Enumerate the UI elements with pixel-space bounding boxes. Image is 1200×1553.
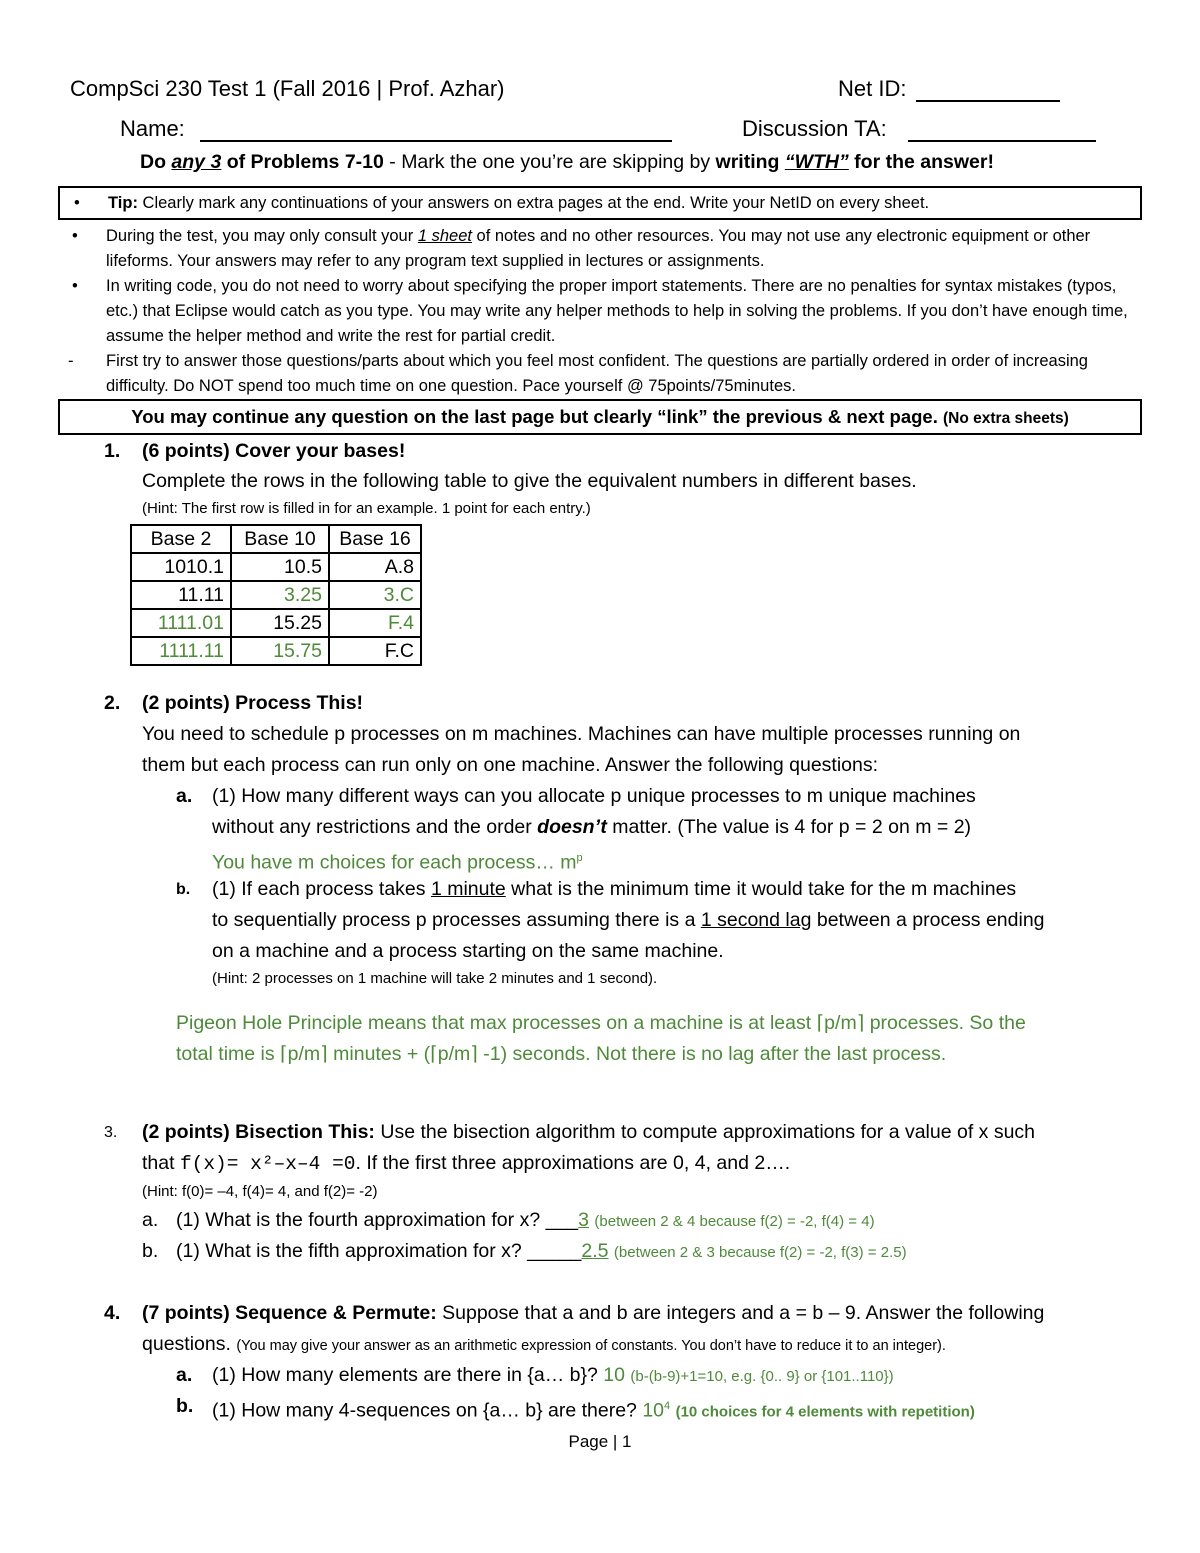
bullet-resources-post: of notes and no other resources. You may not use any electronic equipment or other lifeforms. Your answers may refer to any program text supplied in lectures or assignments. xyxy=(106,227,1091,270)
tip-label: Tip: xyxy=(108,194,138,212)
q2b-line2 xyxy=(212,905,1045,936)
q2a-line2 xyxy=(212,812,971,843)
q2b-hint: (Hint: 2 processes on 1 machine will take 2 minutes and 1 second). xyxy=(212,970,658,987)
q1-text: Complete the rows in the following table to give the equivalent numbers in different bases. xyxy=(142,470,917,492)
q3b-text: (1) What is the fifth approximation for x? xyxy=(176,1240,522,1262)
cell: A.8 xyxy=(329,553,421,581)
q1-number: 1. xyxy=(104,440,121,462)
q4-line2-note: (You may give your answer as an arithmetic expression of constants. You don’t have to reduce it to an integer). xyxy=(236,1338,946,1354)
q4-title: (7 points) Sequence & Permute: xyxy=(142,1302,437,1324)
bullet-code-text: In writing code, you do not need to worry about specifying the proper import statements. There are no penalties for syntax mistakes (typos, etc.) that Eclipse would catch as you type. You may write any helper methods to help in solving the problems. If you don’t have enough time, assume the helper method and write the rest for partial credit. xyxy=(106,277,1128,345)
q1-title: (6 points) Cover your bases! xyxy=(142,440,406,462)
tip-text: Clearly mark any continuations of your answers on extra pages at the end. Write your NetID on every sheet. xyxy=(137,194,930,212)
tip-bullet xyxy=(60,188,1140,218)
continue-text: You may continue any question on the last page but clearly “link” the previous & next page. xyxy=(131,406,938,427)
q2b-line2-post: between a process ending xyxy=(811,909,1045,931)
answer-cell[interactable]: 1111.01 xyxy=(131,609,231,637)
q4b-label: b. xyxy=(176,1395,194,1417)
q3a-note: (between 2 & 4 because f(2) = -2, f(4) = 4) xyxy=(594,1213,875,1230)
q4b-answer[interactable]: 10 xyxy=(642,1399,665,1422)
q3-line1-post: Use the bisection algorithm to compute approximations for a value of x such xyxy=(374,1121,1036,1143)
q4-line2-pre: questions. xyxy=(142,1333,237,1355)
net-id-label: Net ID: xyxy=(838,76,907,101)
cell: 10.5 xyxy=(231,553,329,581)
name-blank[interactable] xyxy=(200,140,672,142)
q4b-note: (10 choices for 4 elements with repetition) xyxy=(675,1403,975,1421)
q3-line2-post: . If the first three approximations are 0, 4, and 2…. xyxy=(355,1152,791,1174)
continue-box xyxy=(58,399,1142,435)
q2-intro-line1: You need to schedule p processes on m machines. Machines can have multiple processes running on xyxy=(142,723,1021,745)
discussion-ta-label: Discussion TA: xyxy=(742,116,887,141)
bullet-confidence-text: First try to answer those questions/parts about which you feel most confident. The questions are partially ordered in order of increasing difficulty. Do NOT spend too much time on one question. Pace yourself @ 75points/75minutes. xyxy=(106,352,1088,395)
q4a-note: (b-(b-9)+1=10, e.g. {0.. 9} or {101..110}) xyxy=(630,1368,894,1385)
instructions-list xyxy=(58,224,1138,399)
answer-cell[interactable]: 3.C xyxy=(329,581,421,609)
exam-title: CompSci 230 Test 1 (Fall 2016 | Prof. Azhar) xyxy=(70,76,505,101)
q3b-line xyxy=(176,1236,907,1268)
q3-equation: f(x)= x²–x–4 =0 xyxy=(179,1153,356,1175)
q3b-answer[interactable]: 2.5 xyxy=(581,1240,609,1262)
answer-cell[interactable]: 15.75 xyxy=(231,637,329,665)
bullet-resources-pre: During the test, you may only consult your xyxy=(106,227,418,245)
q3-line2 xyxy=(142,1148,790,1180)
header-base10: Base 10 xyxy=(231,525,329,553)
instruction-writing: writing xyxy=(715,151,785,173)
q2a-answer-sup: p xyxy=(576,852,583,864)
q3-line2-pre: that xyxy=(142,1152,180,1174)
bases-table xyxy=(130,524,422,666)
instruction-rest: - Mark the one you’re are skipping by xyxy=(383,151,716,173)
q1-hint: (Hint: The first row is filled in for an example. 1 point for each entry.) xyxy=(142,500,591,517)
q4-number: 4. xyxy=(104,1302,121,1324)
table-row xyxy=(131,553,421,581)
answer-cell[interactable]: F.4 xyxy=(329,609,421,637)
q3a-line xyxy=(176,1205,875,1237)
table-header-row xyxy=(131,525,421,553)
q4b-line xyxy=(212,1391,975,1428)
q2b-line2-pre: to sequentially process p processes assuming there is a xyxy=(212,909,701,931)
name-label: Name: xyxy=(120,116,185,141)
q3-number: 3. xyxy=(104,1124,118,1141)
bullet-resources-sheet: 1 sheet xyxy=(417,227,472,245)
instruction-any3: any 3 xyxy=(171,151,222,173)
q2b-label: b. xyxy=(176,881,191,898)
net-id-blank[interactable] xyxy=(916,100,1060,102)
bullet-icon: • xyxy=(72,227,78,245)
q3a-text: (1) What is the fourth approximation for x? xyxy=(176,1209,541,1231)
q2-intro-line2: them but each process can run only on one machine. Answer the following questions: xyxy=(142,754,879,776)
table-row xyxy=(131,609,421,637)
q3a-answer[interactable]: 3 xyxy=(578,1209,589,1231)
q2b-line1 xyxy=(212,874,1016,905)
q2a-line2-em: doesn’t xyxy=(537,816,607,838)
cell: 1010.1 xyxy=(131,553,231,581)
dash-icon: - xyxy=(68,352,74,370)
q4a-line xyxy=(212,1360,894,1392)
answer-cell[interactable]: 1111.11 xyxy=(131,637,231,665)
instruction-mid: of Problems 7-10 xyxy=(221,151,384,173)
bullet-resources xyxy=(58,224,1138,274)
instruction-pre: Do xyxy=(140,151,172,173)
header-base16: Base 16 xyxy=(329,525,421,553)
q2b-line1-post: what is the minimum time it would take for the m machines xyxy=(505,878,1017,900)
q3b-label: b. xyxy=(142,1240,159,1262)
q2a-line1: (1) How many different ways can you allocate p unique processes to m unique machines xyxy=(212,785,976,807)
q2b-line1-ul: 1 minute xyxy=(430,878,506,900)
answer-cell[interactable]: 3.25 xyxy=(231,581,329,609)
q2a-label: a. xyxy=(176,785,193,807)
q2b-line3: on a machine and a process starting on the same machine. xyxy=(212,940,724,962)
instruction-end: for the answer! xyxy=(848,151,994,173)
q4a-text: (1) How many elements are there in {a… b}? xyxy=(212,1364,598,1386)
q3a-blank[interactable]: ___ xyxy=(545,1209,579,1231)
q4-line1 xyxy=(142,1298,1044,1329)
header-base2: Base 2 xyxy=(131,525,231,553)
q4-line1-post: Suppose that a and b are integers and a = b – 9. Answer the following xyxy=(436,1302,1045,1324)
q3-line1 xyxy=(142,1117,1035,1148)
cell: 15.25 xyxy=(231,609,329,637)
bullet-confidence xyxy=(58,349,1138,399)
q3-title: (2 points) Bisection This: xyxy=(142,1121,375,1143)
q4a-answer[interactable]: 10 xyxy=(603,1364,625,1386)
page-number: Page | 1 xyxy=(568,1432,632,1451)
bullet-icon: • xyxy=(72,277,78,295)
q2b-answer-line2: total time is ⌈p/m⌉ minutes + (⌈p/m⌉ -1) seconds. Not there is no lag after the last process. xyxy=(176,1043,947,1065)
cell: 11.11 xyxy=(131,581,231,609)
q4b-text: (1) How many 4-sequences on {a… b} are there? xyxy=(212,1399,637,1422)
q4-line2 xyxy=(142,1329,946,1362)
continue-note: (No extra sheets) xyxy=(943,410,1069,427)
q3b-blank[interactable]: _____ xyxy=(527,1240,582,1262)
q2b-line1-pre: (1) If each process takes xyxy=(212,878,431,900)
q4a-label: a. xyxy=(176,1364,193,1386)
q4b-answer-sup: 4 xyxy=(664,1400,671,1412)
q2b-answer-line1: Pigeon Hole Principle means that max processes on a machine is at least ⌈p/m⌉ processes. So the xyxy=(176,1012,1026,1034)
cell: F.C xyxy=(329,637,421,665)
tip-box xyxy=(58,186,1142,220)
q2a-answer-text: You have m choices for each process… m xyxy=(212,851,577,874)
instruction-wth: “WTH” xyxy=(784,151,849,173)
q2-number: 2. xyxy=(104,692,121,714)
instruction-line xyxy=(140,151,994,174)
q3a-label: a. xyxy=(142,1209,159,1231)
q2-title: (2 points) Process This! xyxy=(142,692,364,714)
bullet-icon: • xyxy=(74,194,80,212)
q3b-note: (between 2 & 3 because f(2) = -2, f(3) = 2.5) xyxy=(613,1244,907,1261)
q2b-line2-ul: 1 second lag xyxy=(700,909,812,931)
bullet-code xyxy=(58,274,1138,349)
q2a-line2-post: matter. (The value is 4 for p = 2 on m = 2) xyxy=(606,816,972,838)
discussion-ta-blank[interactable] xyxy=(908,140,1096,142)
q3-hint: (Hint: f(0)= –4, f(4)= 4, and f(2)= -2) xyxy=(142,1183,378,1200)
table-row xyxy=(131,637,421,665)
table-row xyxy=(131,581,421,609)
q2a-line2-pre: without any restrictions and the order xyxy=(212,816,538,838)
